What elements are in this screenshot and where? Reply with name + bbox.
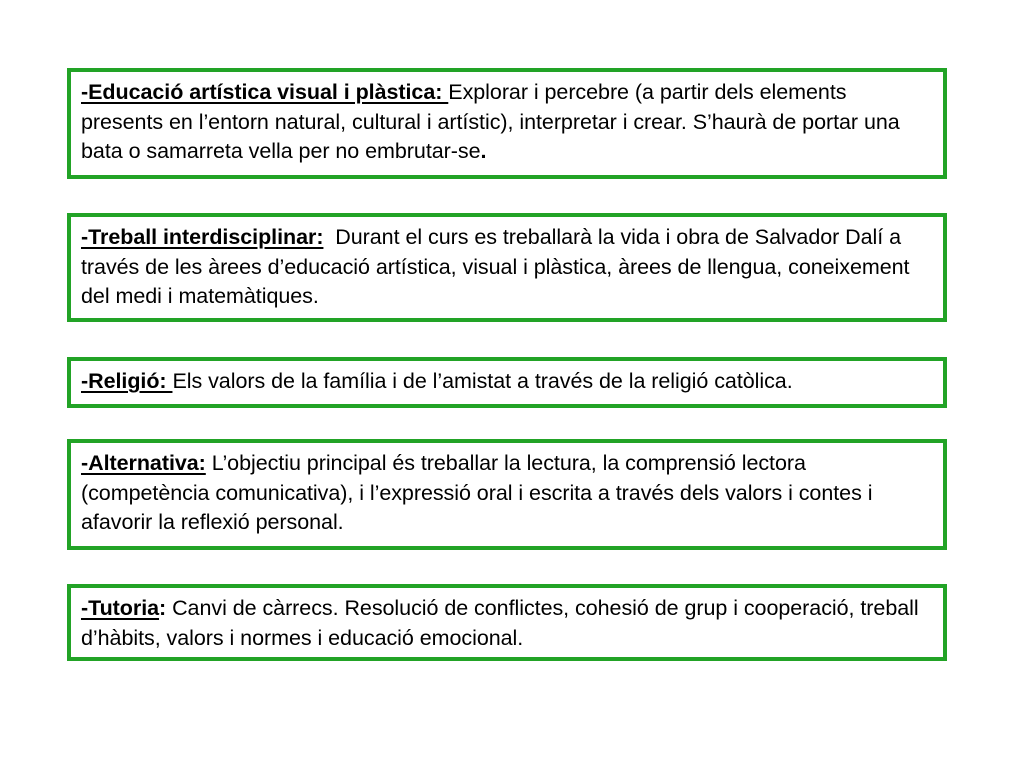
- section-alternativa: [67, 439, 947, 550]
- section-educacio-artistica: [67, 68, 947, 179]
- section-religio: [67, 357, 947, 408]
- section-title-treball: -Treball interdisciplinar:: [81, 225, 324, 249]
- section-title-tutoria-colon: :: [159, 596, 167, 620]
- section-text-religio: Els valors de la família i de l’amistat a través de la religió catòlica.: [172, 369, 793, 393]
- section-text-treball: Durant el curs es treballarà la vida i obra de Salvador Dalí a través de les àrees d’educació artística, visual i plàstica, àrees de llengua, coneixement del medi i matemàtiques.: [81, 225, 916, 308]
- section-title-tutoria: -Tutoria: [81, 596, 160, 620]
- section-text-educacio-end: .: [480, 139, 487, 163]
- section-treball-interdisciplinar: [67, 213, 947, 322]
- section-title-educacio: -Educació artística visual i plàstica:: [81, 80, 449, 104]
- section-text-educacio: Explorar i percebre (a partir dels elements presents en l’entorn natural, cultural i artístic), interpretar i crear. S’haurà de portar una bata o samarreta vella per no embrutar-se: [81, 80, 900, 163]
- section-text-tutoria: Canvi de càrrecs. Resolució de conflictes, cohesió de grup i cooperació, treball d’hàbits, valors i normes i educació emocional.: [81, 596, 919, 650]
- section-text-alternativa: L’objectiu principal és treballar la lectura, la comprensió lectora (competència comunicativa), i l’expressió oral i escrita a través dels valors i contes i afavorir la reflexió personal.: [81, 451, 873, 534]
- section-tutoria: [67, 584, 947, 661]
- section-title-alternativa: -Alternativa:: [81, 451, 206, 475]
- section-title-religio: -Religió:: [81, 369, 173, 393]
